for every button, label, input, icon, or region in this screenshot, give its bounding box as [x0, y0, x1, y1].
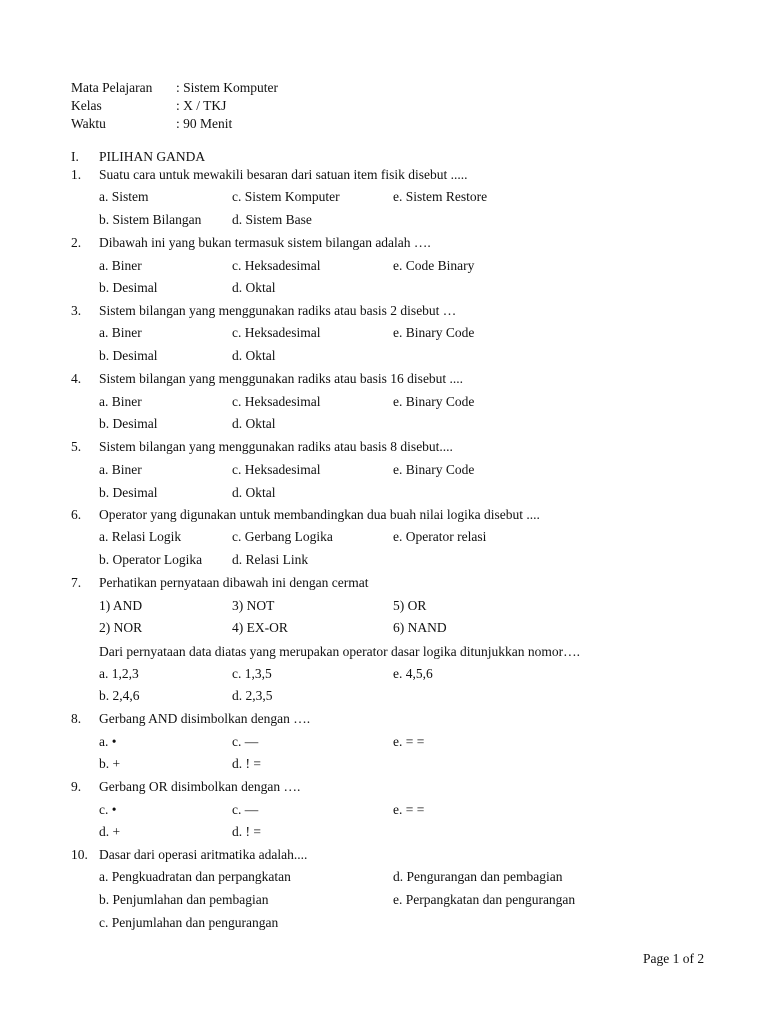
option: e. Operator relasi: [393, 529, 487, 544]
option: c. Heksadesimal: [232, 394, 321, 409]
option: a. Relasi Logik: [99, 529, 182, 544]
option: c. Heksadesimal: [232, 325, 321, 340]
time-label: Waktu: [71, 116, 106, 131]
question-text: Sistem bilangan yang menggunakan radiks atau basis 16 disebut ....: [99, 371, 464, 386]
option: d. 2,3,5: [232, 688, 273, 703]
option: c. —: [232, 734, 259, 749]
option: d. Sistem Base: [232, 212, 312, 227]
question-text: Dasar dari operasi aritmatika adalah....: [99, 847, 308, 862]
question-number: 6.: [71, 507, 82, 522]
statement-item: 3) NOT: [232, 598, 275, 613]
option: e. = =: [393, 802, 425, 817]
option: d. ! =: [232, 824, 261, 839]
question-number: 5.: [71, 439, 82, 454]
option: c. Heksadesimal: [232, 462, 321, 477]
section-number: I.: [71, 149, 79, 164]
subject-value: : Sistem Komputer: [176, 80, 278, 95]
question-number: 1.: [71, 167, 82, 182]
option: c. —: [232, 802, 259, 817]
question-number: 9.: [71, 779, 82, 794]
option: b. Operator Logika: [99, 552, 203, 567]
option: c. Penjumlahan dan pengurangan: [99, 915, 279, 930]
option: a. Biner: [99, 325, 142, 340]
option: d. Oktal: [232, 485, 276, 500]
option: d. +: [99, 824, 121, 839]
option: c. Heksadesimal: [232, 258, 321, 273]
option: e. = =: [393, 734, 425, 749]
question-text: Suatu cara untuk mewakili besaran dari satuan item fisik disebut .....: [99, 167, 468, 182]
option: e. Perpangkatan dan pengurangan: [393, 892, 576, 907]
option: a. •: [99, 734, 117, 749]
option: e. Sistem Restore: [393, 189, 488, 204]
option: d. Pengurangan dan pembagian: [393, 869, 563, 884]
class-label: Kelas: [71, 98, 102, 113]
class-value: : X / TKJ: [176, 98, 227, 113]
option: e. Code Binary: [393, 258, 475, 273]
option: c. Gerbang Logika: [232, 529, 333, 544]
question-number: 7.: [71, 575, 82, 590]
option: b. Sistem Bilangan: [99, 212, 202, 227]
question-number: 2.: [71, 235, 82, 250]
option: c. •: [99, 802, 117, 817]
option: b. Penjumlahan dan pembagian: [99, 892, 269, 907]
option: c. Sistem Komputer: [232, 189, 340, 204]
option: a. Biner: [99, 462, 142, 477]
question-text: Sistem bilangan yang menggunakan radiks atau basis 8 disebut....: [99, 439, 453, 454]
question-text: Dibawah ini yang bukan termasuk sistem bilangan adalah ….: [99, 235, 431, 250]
option: d. Relasi Link: [232, 552, 309, 567]
question-number: 4.: [71, 371, 82, 386]
question-subtext: Dari pernyataan data diatas yang merupakan operator dasar logika ditunjukkan nomor….: [99, 644, 580, 659]
option: a. Pengkuadratan dan perpangkatan: [99, 869, 291, 884]
question-text: Gerbang AND disimbolkan dengan ….: [99, 711, 311, 726]
subject-label: Mata Pelajaran: [71, 80, 153, 95]
option: e. 4,5,6: [393, 666, 433, 681]
question-text: Gerbang OR disimbolkan dengan ….: [99, 779, 301, 794]
option: d. ! =: [232, 756, 261, 771]
time-value: : 90 Menit: [176, 116, 233, 131]
option: b. Desimal: [99, 416, 158, 431]
option: d. Oktal: [232, 348, 276, 363]
option: a. Biner: [99, 258, 142, 273]
option: e. Binary Code: [393, 325, 475, 340]
statement-item: 6) NAND: [393, 620, 447, 635]
option: b. Desimal: [99, 485, 158, 500]
option: b. Desimal: [99, 280, 158, 295]
question-text: Operator yang digunakan untuk membandingkan dua buah nilai logika disebut ....: [99, 507, 540, 522]
question-text: Perhatikan pernyataan dibawah ini dengan cermat: [99, 575, 369, 590]
option: e. Binary Code: [393, 394, 475, 409]
page-number: Page 1 of 2: [643, 951, 705, 966]
option: c. 1,3,5: [232, 666, 272, 681]
statement-item: 5) OR: [393, 598, 427, 613]
option: b. 2,4,6: [99, 688, 140, 703]
question-number: 10.: [71, 847, 88, 862]
question-number: 8.: [71, 711, 82, 726]
option: b. Desimal: [99, 348, 158, 363]
option: b. +: [99, 756, 121, 771]
question-text: Sistem bilangan yang menggunakan radiks atau basis 2 disebut …: [99, 303, 457, 318]
option: e. Binary Code: [393, 462, 475, 477]
question-number: 3.: [71, 303, 82, 318]
option: d. Oktal: [232, 416, 276, 431]
option: a. Sistem: [99, 189, 149, 204]
option: d. Oktal: [232, 280, 276, 295]
section-title: PILIHAN GANDA: [99, 149, 206, 164]
statement-item: 2) NOR: [99, 620, 143, 635]
option: a. Biner: [99, 394, 142, 409]
statement-item: 4) EX-OR: [232, 620, 288, 635]
statement-item: 1) AND: [99, 598, 143, 613]
option: a. 1,2,3: [99, 666, 139, 681]
